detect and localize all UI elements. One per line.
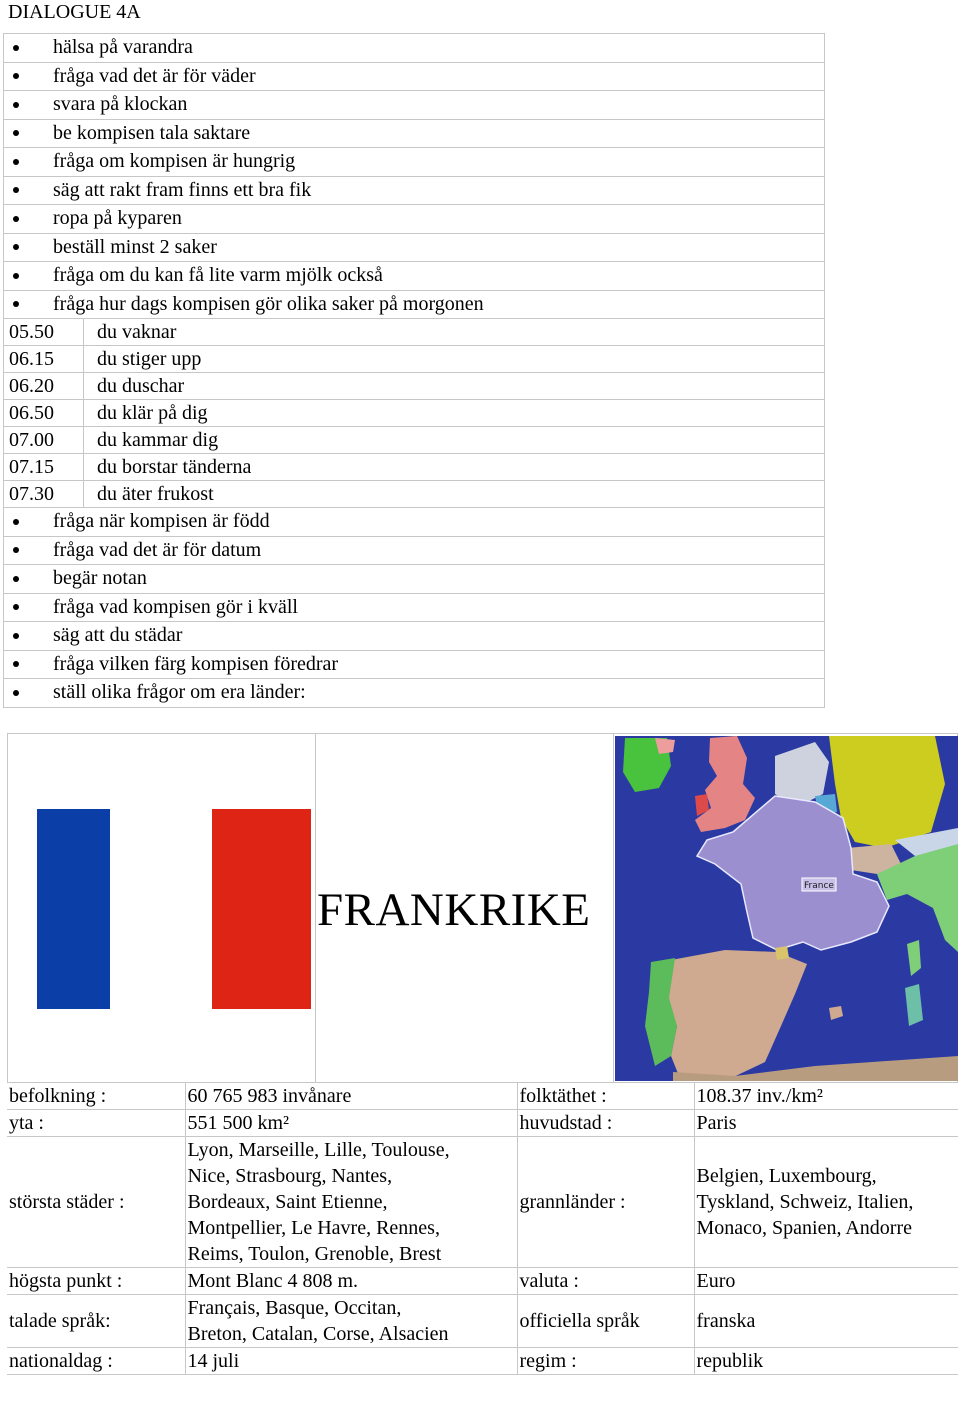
- bullet-icon: [13, 187, 19, 193]
- task-row: [4, 290, 825, 319]
- schedule-cell: [4, 346, 825, 373]
- schedule-time: 05.50: [4, 319, 84, 345]
- schedule-cell: [4, 427, 825, 454]
- neighbours-value: Belgien, Luxembourg, Tyskland, Schweiz, Italien, Monaco, Spanien, Andorre: [694, 1137, 958, 1268]
- task-item: [4, 593, 825, 622]
- flag-white-stripe: [110, 809, 212, 1009]
- regime-value: republik: [694, 1348, 958, 1375]
- task-item: [4, 233, 825, 262]
- task-row: [4, 119, 825, 148]
- task-text: fråga om du kan få lite varm mjölk också: [53, 264, 383, 287]
- facts-row-cities: [7, 1137, 958, 1268]
- task-row: [4, 148, 825, 177]
- task-text: fråga om kompisen är hungrig: [53, 150, 296, 173]
- france-map: [615, 736, 958, 1081]
- country-header: [7, 733, 958, 1083]
- dialogue-task-table: [3, 33, 825, 708]
- area-label: yta :: [7, 1110, 185, 1137]
- bullet-icon: [13, 547, 19, 553]
- schedule-cell: [4, 454, 825, 481]
- task-item: [4, 290, 825, 319]
- task-item: [4, 650, 825, 679]
- bullet-icon: [13, 576, 19, 582]
- currency-value: Euro: [694, 1268, 958, 1295]
- cities-value: Lyon, Marseille, Lille, Toulouse, Nice, Strasbourg, Nantes, Bordeaux, Saint Etienne, Montpellier, Le Havre, Rennes, Reims, Toulon, Grenoble, Brest: [185, 1137, 517, 1268]
- task-item: [4, 176, 825, 205]
- bullet-icon: [13, 45, 19, 51]
- schedule-cell: [4, 373, 825, 400]
- schedule-time: 06.20: [4, 373, 84, 399]
- task-text: säg att du städar: [53, 624, 183, 647]
- highest-value: Mont Blanc 4 808 m.: [185, 1268, 517, 1295]
- bullet-icon: [13, 661, 19, 667]
- task-item: [4, 536, 825, 565]
- country-section: [7, 733, 958, 1425]
- task-row: [4, 233, 825, 262]
- density-value: 108.37 inv./km²: [694, 1083, 958, 1110]
- bullet-icon: [13, 604, 19, 610]
- schedule-activity: du äter frukost: [97, 482, 214, 505]
- task-item: [4, 62, 825, 91]
- schedule-cell: [4, 481, 825, 508]
- task-item: [4, 148, 825, 177]
- task-item: [4, 622, 825, 651]
- facts-row-population: [7, 1083, 958, 1110]
- flag-blue-stripe: [37, 809, 110, 1009]
- task-text: svara på klockan: [53, 93, 188, 116]
- task-text: fråga vad det är för datum: [53, 538, 262, 561]
- task-item: [4, 34, 825, 63]
- schedule-activity: du kammar dig: [97, 428, 219, 451]
- schedule-row: [4, 427, 825, 454]
- task-text: fråga vad det är för väder: [53, 64, 256, 87]
- task-text: begär notan: [53, 567, 147, 590]
- languages-label: talade språk:: [7, 1295, 185, 1348]
- schedule-cell: [4, 319, 825, 346]
- task-item: [4, 91, 825, 120]
- task-row: [4, 34, 825, 63]
- schedule-activity: du stiger upp: [97, 347, 202, 370]
- national-day-label: nationaldag :: [7, 1348, 185, 1375]
- task-text: fråga vilken färg kompisen föredrar: [53, 652, 339, 675]
- schedule-time: 06.50: [4, 400, 84, 426]
- bullet-icon: [13, 519, 19, 525]
- bullet-icon: [13, 273, 19, 279]
- task-row: [4, 536, 825, 565]
- schedule-activity: du duschar: [97, 374, 185, 397]
- schedule-row: [4, 346, 825, 373]
- task-text: ropa på kyparen: [53, 207, 182, 230]
- task-text: säg att rakt fram finns ett bra fik: [53, 178, 312, 201]
- country-name: FRANKRIKE: [317, 884, 591, 936]
- bullet-icon: [13, 130, 19, 136]
- map-label-france: France: [804, 881, 834, 891]
- schedule-activity: du borstar tänderna: [97, 455, 252, 478]
- schedule-row: [4, 454, 825, 481]
- task-row: [4, 622, 825, 651]
- schedule-time: 06.15: [4, 346, 84, 372]
- schedule-time: 07.00: [4, 427, 84, 453]
- task-row: [4, 565, 825, 594]
- highest-label: högsta punkt :: [7, 1268, 185, 1295]
- official-value: franska: [694, 1295, 958, 1348]
- schedule-time: 07.30: [4, 481, 84, 507]
- schedule-activity: du vaknar: [97, 320, 177, 343]
- bullet-icon: [13, 633, 19, 639]
- task-row: [4, 679, 825, 708]
- capital-value: Paris: [694, 1110, 958, 1137]
- flag-red-stripe: [212, 809, 311, 1009]
- task-text: be kompisen tala saktare: [53, 121, 251, 144]
- schedule-cell: [4, 400, 825, 427]
- bullet-icon: [13, 244, 19, 250]
- population-value: 60 765 983 invånare: [185, 1083, 517, 1110]
- task-row: [4, 593, 825, 622]
- facts-row-highest: [7, 1268, 958, 1295]
- neighbours-label: grannländer :: [517, 1137, 694, 1268]
- task-text: hälsa på varandra: [53, 36, 193, 59]
- languages-value: Français, Basque, Occitan, Breton, Catalan, Corse, Alsacien: [185, 1295, 517, 1348]
- facts-row-languages: [7, 1295, 958, 1348]
- population-label: befolkning :: [7, 1083, 185, 1110]
- area-value: 551 500 km²: [185, 1110, 517, 1137]
- task-text: fråga hur dags kompisen gör olika saker på morgonen: [53, 292, 484, 315]
- task-item: [4, 679, 825, 708]
- task-row: [4, 176, 825, 205]
- bullet-icon: [13, 301, 19, 307]
- bullet-icon: [13, 216, 19, 222]
- schedule-row: [4, 400, 825, 427]
- france-flag: [10, 809, 312, 1009]
- bullet-icon: [13, 690, 19, 696]
- schedule-time: 07.15: [4, 454, 84, 480]
- schedule-row: [4, 373, 825, 400]
- task-text: fråga när kompisen är född: [53, 510, 270, 533]
- bullet-icon: [13, 159, 19, 165]
- task-item: [4, 565, 825, 594]
- task-row: [4, 62, 825, 91]
- schedule-activity: du klär på dig: [97, 401, 208, 424]
- task-text: beställ minst 2 saker: [53, 235, 217, 258]
- task-item: [4, 205, 825, 234]
- task-row: [4, 91, 825, 120]
- schedule-row: [4, 481, 825, 508]
- regime-label: regim :: [517, 1348, 694, 1375]
- national-day-value: 14 juli: [185, 1348, 517, 1375]
- bullet-icon: [13, 102, 19, 108]
- schedule-row: [4, 319, 825, 346]
- official-label: officiella språk: [517, 1295, 694, 1348]
- currency-label: valuta :: [517, 1268, 694, 1295]
- task-row: [4, 650, 825, 679]
- task-item: [4, 262, 825, 291]
- facts-row-area: [7, 1110, 958, 1137]
- cities-label: största städer :: [7, 1137, 185, 1268]
- task-item: [4, 508, 825, 537]
- task-text: fråga vad kompisen gör i kväll: [53, 595, 298, 618]
- page-title: DIALOGUE 4A: [8, 1, 141, 23]
- bullet-icon: [13, 73, 19, 79]
- density-label: folktäthet :: [517, 1083, 694, 1110]
- map-andorra: [775, 946, 789, 960]
- task-row: [4, 508, 825, 537]
- task-row: [4, 205, 825, 234]
- country-facts-table: [7, 1082, 958, 1375]
- task-row: [4, 262, 825, 291]
- task-item: [4, 119, 825, 148]
- facts-row-national-day: [7, 1348, 958, 1375]
- capital-label: huvudstad :: [517, 1110, 694, 1137]
- task-text: ställ olika frågor om era länder:: [53, 681, 306, 704]
